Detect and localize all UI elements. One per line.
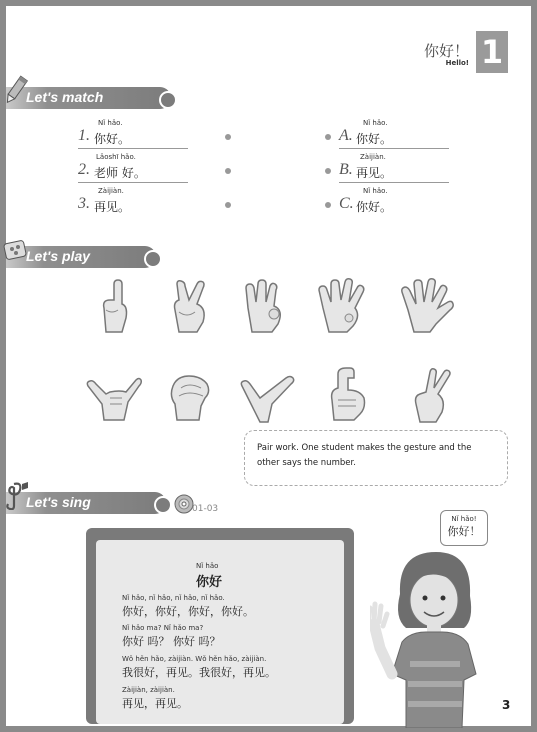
pair-work-instruction: Pair work. One student makes the gesture and the other says the number. <box>244 430 508 486</box>
song-line-2: 你好 吗？ 你好 吗？ <box>122 635 221 648</box>
song-line-1: 你好，你好，你好，你好。 <box>122 605 254 618</box>
match-right-b-letter: B. <box>339 161 353 178</box>
song-title: 你好 <box>196 575 223 590</box>
match-dot-left-1[interactable] <box>225 134 231 140</box>
match-dot-right-b[interactable] <box>325 168 331 174</box>
match-left-3-pinyin: Zàijiàn. <box>98 187 124 195</box>
song-card <box>86 528 354 724</box>
four-finger-gesture-icon <box>315 278 373 336</box>
match-right-c-pinyin: Nǐ hǎo. <box>363 187 388 195</box>
match-left-2-number: 2. <box>78 161 90 178</box>
one-finger-gesture-icon <box>84 278 142 336</box>
unit-greeting <box>424 40 469 67</box>
match-right-b-pinyin: Zàijiàn. <box>360 153 386 161</box>
match-left-1-hanzi: 你好。 <box>94 132 131 146</box>
speech-bubble-pinyin: Nǐ hǎo! <box>451 515 477 523</box>
match-left-1-pinyin: Nǐ hǎo. <box>98 119 123 127</box>
two-finger-gesture-icon <box>161 278 219 336</box>
lets-play-banner <box>6 246 156 268</box>
match-left-2-hanzi: 老师 好。 <box>94 166 146 180</box>
greeting-chinese: 你好！ <box>423 42 469 60</box>
song-line-4-pinyin: Zàijiàn, zàijiàn. <box>122 686 175 694</box>
match-left-3-hanzi: 再见。 <box>94 200 131 214</box>
match-left-3-number: 3. <box>78 195 90 212</box>
song-line-2-pinyin: Nǐ hǎo ma? Nǐ hǎo ma? <box>122 624 204 632</box>
audio-track-code: 01-03 <box>192 504 219 514</box>
match-right-a-letter: A. <box>339 127 353 144</box>
audio-cd-icon[interactable] <box>174 494 194 514</box>
eight-gesture-icon <box>238 366 296 424</box>
five-finger-gesture-icon <box>398 278 456 336</box>
match-dot-left-2[interactable] <box>225 168 231 174</box>
match-left-2-pinyin: Lǎoshī hǎo. <box>96 153 136 161</box>
match-right-a-pinyin: Nǐ hǎo. <box>363 119 388 127</box>
lets-match-title: Let's match <box>26 89 104 105</box>
three-finger-gesture-icon <box>238 278 296 336</box>
match-right-c-letter: C. <box>339 195 354 212</box>
speech-bubble <box>440 510 488 546</box>
six-gesture-icon <box>84 366 142 424</box>
speech-bubble-text: 你好！ <box>447 525 481 538</box>
song-line-4: 再见，再见。 <box>122 697 188 710</box>
match-dot-left-3[interactable] <box>225 202 231 208</box>
lets-sing-banner <box>6 492 166 514</box>
song-line-3: 我很好，再见。我很好，再见。 <box>122 666 276 679</box>
unit-number-tab: 1 <box>476 31 508 73</box>
match-right-a-hanzi: 你好。 <box>356 132 393 146</box>
waving-girl-illustration <box>370 544 500 728</box>
match-left-1-number: 1. <box>78 127 90 144</box>
match-right-b-hanzi: 再见。 <box>356 166 393 180</box>
song-line-3-pinyin: Wǒ hěn hǎo, zàijiàn. Wǒ hěn hǎo, zàijiàn. <box>122 655 267 663</box>
song-line-1-pinyin: Nǐ hǎo, nǐ hǎo, nǐ hǎo, nǐ hǎo. <box>122 594 225 602</box>
lets-sing-title: Let's sing <box>26 494 91 510</box>
page-number: 3 <box>502 698 511 712</box>
match-dot-right-c[interactable] <box>325 202 331 208</box>
nine-gesture-icon <box>320 366 378 424</box>
lets-play-title: Let's play <box>26 248 91 264</box>
seven-gesture-icon <box>161 366 219 424</box>
ten-gesture-icon <box>402 366 460 424</box>
song-title-pinyin: Nǐ hǎo <box>196 562 219 570</box>
match-dot-right-a[interactable] <box>325 134 331 140</box>
greeting-english: Hello! <box>445 59 469 67</box>
textbook-page <box>6 6 531 726</box>
lets-match-banner <box>6 87 171 109</box>
match-right-c-hanzi: 你好。 <box>356 200 393 214</box>
